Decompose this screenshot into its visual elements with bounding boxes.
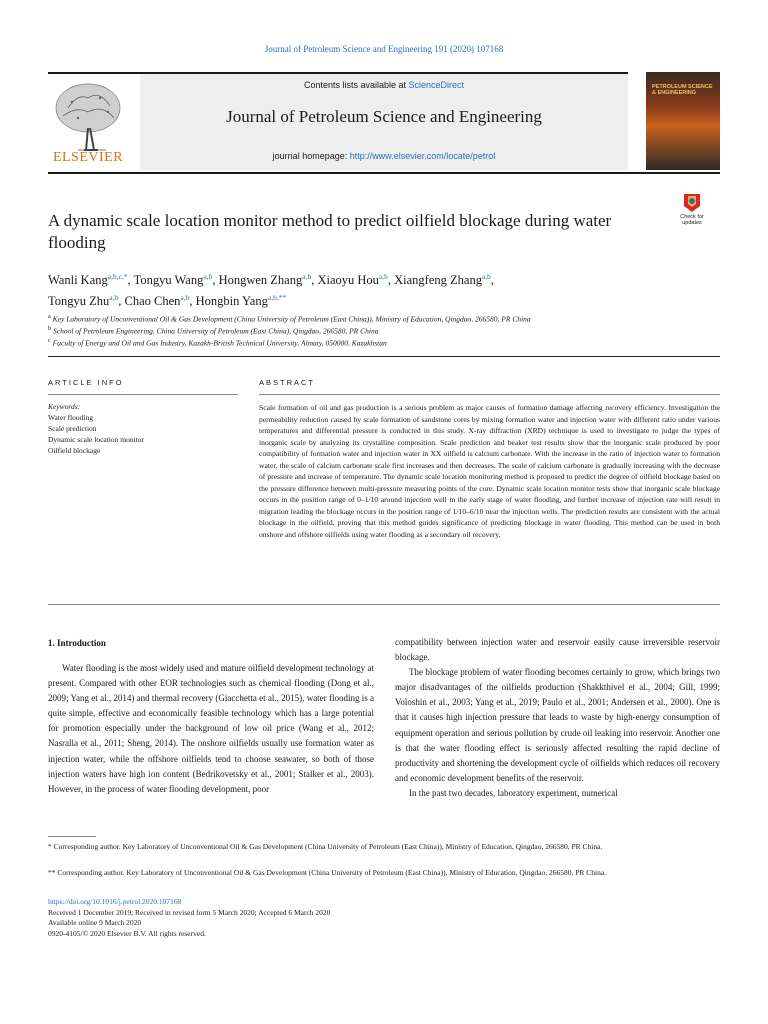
keyword: Dynamic scale location monitor	[48, 435, 145, 444]
author: Hongbin Yang$^{a,b,**}$	[195, 293, 287, 309]
available-online: Available online 9 March 2020	[48, 918, 142, 928]
abstract-heading: ABSTRACT	[259, 378, 316, 387]
publisher-wordmark: ELSEVIER	[52, 150, 124, 165]
footnote-rule	[48, 836, 96, 837]
author-list	[48, 268, 720, 310]
abstract-text: Scale formation of oil and gas production is a serious problem as major causes of formation damage affecting recovery efficiency. Investigation the permeability reduction caused by scale formation of sandstone cores by mixing formation water and injection water with different ratio under various temperatures and differential pressure is conducted in this study. X-ray diffraction (XRD) technique is used to investigate to judge the types of inorganic scale by analyzing its crystalline composition. Scale prediction and beaker test results show that the inorganic scale produced by poor compatibility of formation water and injection water in XX oilfield is calcium carbonate. With the increase in the ratio of injection water to formation water, the scale of calcium carbonate scale first increases and then decreases. The scale of calcium carbonate is gradually increasing with the decrease of pressure and increase of temperature. The dynamic scale location monitoring method is proposed to predict the degree of oilfield blockage based on the pressure difference between multi-pressure measuring points of the core. Dynamic scale location monitor tests show that inorganic scale blockage occurs in the position range of 0–1/10 around injection well in the early stage of water flooding, and further increase of injection rate will result in migration leading the blockage occurs in the position range of 1/10–6/10 near the injection wells. The prediction results are consistent with the actual blockage in the oilfield, proving that this method guides significance of predicting blockage in water flooding. This method can be used in both onshore and offshore oilfields using water flooding as a secondary oil recovery.	[259, 403, 720, 539]
paragraph: compatibility between injection water and reservoir easily cause irreversible reservoir blockage.	[395, 637, 720, 663]
received-dates: Received 1 December 2019; Received in revised form 5 March 2020; Accepted 6 March 2020	[48, 907, 331, 917]
keyword: Oilfield blockage	[48, 446, 101, 455]
abstract-rule	[259, 394, 720, 395]
homepage-prefix: journal homepage:	[272, 151, 350, 161]
header-bottom-rule	[48, 172, 720, 174]
author: Hongwen Zhang$^{a,b}$,	[218, 272, 318, 288]
keyword: Scale prediction	[48, 424, 97, 433]
body-column-right	[395, 635, 720, 801]
publication-info	[48, 897, 330, 939]
paragraph: Water flooding is the most widely used and mature oilfield development technology at present. Compared with other EOR technologies such as chemical flooding (Dong et al., 2009; Yang et al., 2014) and thermal recovery (Giacchetta et al., 2015), water flooding is a quite simple, effective and economically feasible technology which has a large potential for promotion especially under the background of low oil price (Wang et al., 2012; Nasralla et al., 2011; Sheng, 2014). The onshore oilfields usually use formation water as injection water, while the offshore oilfields tend to choose seawater, so both of those injection waters have high ion content (Bedrikovetsky et al., 2001; Stalker et al., 2003). However, in the process of water flooding development, poor	[48, 663, 374, 794]
check-for-updates-label[interactable]: Check for updates	[680, 214, 704, 226]
journal-title: Journal of Petroleum Science and Engineering	[226, 107, 542, 126]
keyword: Water flooding	[48, 413, 94, 422]
homepage-link[interactable]: http://www.elsevier.com/locate/petrol	[349, 151, 496, 161]
copyright: 0920-4105/© 2020 Elsevier B.V. All rights reserved.	[48, 928, 206, 938]
article-title: A dynamic scale location monitor method to predict oilfield blockage during water flooding	[48, 211, 612, 252]
author: Tongyu Zhu$^{a,b}$,	[48, 293, 125, 309]
article-info-rule	[48, 394, 238, 395]
body-column-left	[48, 661, 374, 797]
author: Wanli Kang$^{a,b,c,*}$,	[48, 272, 134, 288]
affiliation-b: $^b$ School of Petroleum Engineering, China University of Petroleum (East China), Qingdao, 266580, PR China	[48, 325, 379, 336]
footnote-corresponding-2: ** Corresponding author. Key Laboratory of Unconventional Oil & Gas Development (China University of Petroleum (East China)), Ministry of Education, Qingdao, 266580, PR China.	[48, 868, 607, 877]
affiliation-rule	[48, 356, 720, 357]
author: Tongyu Wang$^{a,b}$,	[133, 272, 219, 288]
author: Xiaoyu Hou$^{a,b}$,	[317, 272, 395, 288]
cover-title: PETROLEUM SCIENCE & ENGINEERING	[652, 84, 713, 96]
abstract-bottom-rule	[48, 604, 720, 605]
paragraph: The blockage problem of water flooding becomes certainly to grow, which brings two major disadvantages of the oilfields production (Shakkthivel et al., 2004; Gill, 1999; Voloshin et al., 2003; Yang et al., 2019; Paulo et al., 2001; Andersen et al., 2000). One is that it causes high injection pressure that leads to waste by high-energy consumption of equipment operation and serious pollution by crude oil leaking into reservoir. Another one is that the water flooding effect is seriously affected resulting the rapid decline of productivity and shortening the development cycle of oilfields which reduces oil recovery and economic development benefits of the reservoir.	[395, 667, 720, 783]
running-journal-line[interactable]: Journal of Petroleum Science and Engineering 191 (2020) 107168	[264, 44, 504, 54]
sciencedirect-link[interactable]: ScienceDirect	[408, 80, 465, 90]
keywords-block	[48, 401, 238, 456]
author: Xiangfeng Zhang$^{a,b}$,	[394, 272, 495, 288]
contents-prefix: Contents lists available at	[303, 80, 409, 90]
affiliation-a: $^a$ Key Laboratory of Unconventional Oil & Gas Development (China University of Petroleum (East China)), Ministry of Education, Qingdao, 266580, PR China	[48, 313, 531, 324]
article-info-heading: ARTICLE INFO	[48, 378, 124, 387]
contents-line	[140, 80, 628, 90]
footnote-corresponding-1: * Corresponding author. Key Laboratory of Unconventional Oil & Gas Development (China University of Petroleum (East China)), Ministry of Education, Qingdao, 266580, PR China.	[48, 842, 603, 851]
journal-cover-image	[646, 72, 720, 170]
section-heading-introduction: 1. Introduction	[48, 638, 106, 648]
keywords-label: Keywords:	[48, 402, 81, 411]
author: Chao Chen$^{a,b}$,	[124, 293, 196, 309]
homepage-line	[140, 151, 628, 161]
affiliation-c: $^c$ Faculty of Energy and Oil and Gas Industry, Kazakh-British Technical University, Almaty, 050000, Kazakhstan	[48, 337, 387, 348]
doi-link[interactable]: https://doi.org/10.1016/j.petrol.2020.107168	[48, 897, 182, 906]
paragraph: In the past two decades, laboratory experiment, numerical	[409, 787, 618, 798]
